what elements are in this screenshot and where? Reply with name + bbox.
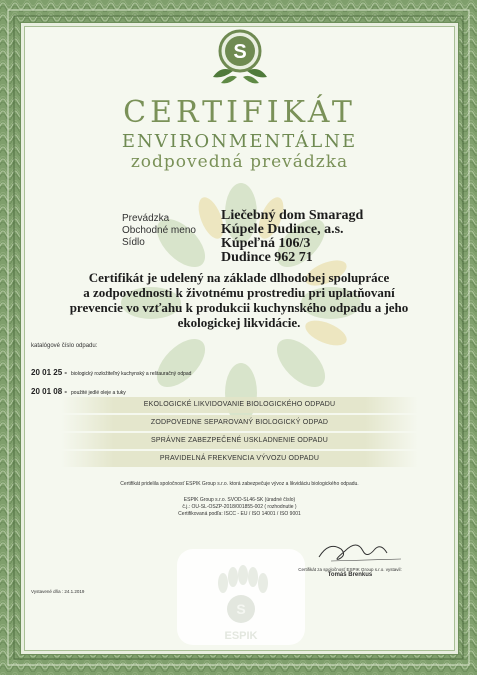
company-line: Certifikovaná podľa: ISCC - EU / ISO 14001 / ISO 9001 [178, 511, 301, 517]
certificate-title: CERTIFIKÁT [123, 95, 356, 130]
label-sidlo: Sídlo [122, 237, 145, 248]
embossed-logo-letter: S [236, 601, 246, 617]
feature-band: EKOLOGICKÉ LIKVIDOVANIE BIOLOGICKÉHO ODPADU [61, 397, 418, 413]
feature-band: PRAVIDELNÁ FREKVENCIA VÝVOZU ODPADU [61, 451, 418, 467]
company-line: č.j.: OU-SL-OSZP-2018/001855-002 ( rozhodnutie ) [182, 504, 297, 510]
value-obchodne-meno: Kúpele Dudince, a.s. [221, 222, 344, 237]
certificate-statement [39, 270, 439, 330]
catalog-code: 20 01 25 - [31, 368, 68, 377]
issuer-line: Certifikát pridelila spoločnosť ESPIK Group s.r.o. ktorá zabezpečuje vývoz a likvidáciu biologického odpadu. [120, 481, 359, 487]
catalog-code: 20 01 08 - [31, 387, 68, 396]
certificate-body [20, 22, 459, 655]
certificate-subtitle-1: ENVIRONMENTÁLNE [121, 131, 358, 152]
statement-line: ekologickej likvidácie. [177, 315, 301, 330]
signature-icon [311, 531, 411, 567]
signature-name: Tomáš Brenkus [327, 572, 373, 578]
logo-letter: S [233, 41, 247, 63]
issue-date: Vystavené dňa : 24.1.2019 [31, 589, 85, 594]
statement-line: a zodpovednosti k životnému prostrediu pri uplatňovaní [83, 285, 395, 300]
company-details [21, 497, 458, 518]
espik-logo-icon [207, 25, 273, 91]
embossed-logo-text: ESPIK [224, 630, 258, 642]
info-values [221, 209, 363, 265]
statement-line: prevencie vo vzťahu k produkcii kuchynského odpadu a jeho [69, 300, 409, 315]
label-prevadzka: Prevádzka [122, 213, 170, 224]
catalog-desc: biologický rozložiteľný kuchynský a reštauračný odpad [71, 371, 192, 377]
info-labels [122, 213, 196, 249]
value-sidlo-street: Kúpeľná 106/3 [221, 236, 311, 251]
company-line: ESPIK Group s.r.o. SVOD-SL46-SK (úradné číslo) [183, 497, 296, 503]
signature-block [285, 565, 415, 578]
certificate-subtitle-2: zodpovedná prevádzka [130, 152, 349, 172]
value-prevadzka: Liečebný dom Smaragd [221, 208, 364, 223]
catalog-desc: použité jedlé oleje a tuky [71, 390, 126, 396]
espik-embossed-logo-icon [171, 543, 311, 651]
value-sidlo-city: Dudince 962 71 [221, 250, 313, 265]
feature-band: ZODPOVEDNE SEPAROVANÝ BIOLOGICKÝ ODPAD [61, 415, 418, 431]
label-obchodne-meno: Obchodné meno [122, 225, 196, 236]
catalog-item [31, 362, 191, 380]
catalog-label: katalógové číslo odpadu: [31, 343, 98, 349]
feature-band: SPRÁVNE ZABEZPEČENÉ USKLADNENIE ODPADU [61, 433, 418, 449]
signature-label: Certifikát za spoločnosť ESPIK Group s.r.o. vystavil: [298, 567, 402, 572]
statement-line: Certifikát je udelený na základe dlhodobej spolupráce [88, 270, 390, 285]
